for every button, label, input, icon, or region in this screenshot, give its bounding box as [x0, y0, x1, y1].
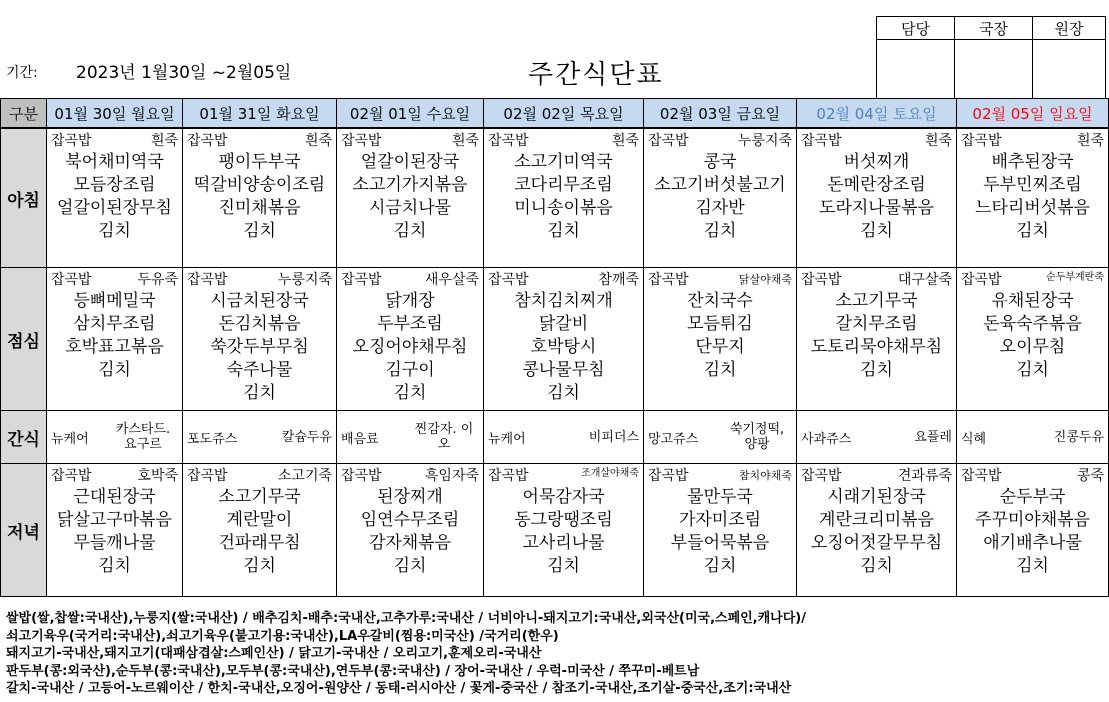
snack-item: 요플레	[914, 429, 952, 445]
breakfast-label: 아침	[1, 128, 47, 268]
snack-item: 칼슘두유	[281, 429, 332, 445]
menu-item: 두부민찌조림	[983, 175, 1082, 195]
snack-item: 카스타드. 요구르	[115, 422, 171, 452]
menu-item: 어묵감자국	[522, 487, 605, 507]
menu-item: 소고기무국	[835, 291, 918, 311]
menu-item: 돈육숙주볶음	[983, 314, 1082, 334]
menu-item: 고사리나물	[522, 533, 605, 553]
menu-item: 부들어묵볶음	[670, 533, 770, 553]
day-header-thu: 02월 02일 목요일	[484, 99, 644, 129]
breakfast-cell-mon	[47, 128, 183, 268]
menu-item: 김치	[547, 221, 580, 241]
menu-item: 두부조림	[377, 314, 443, 334]
menu-item: 오징어젓갈무무침	[810, 533, 943, 553]
porridge-label: 참깨죽	[598, 272, 639, 288]
menu-item: 김치	[703, 360, 737, 380]
menu-item: 김치	[98, 221, 131, 241]
menu-item: 김치	[243, 556, 276, 576]
menu-item: 김치	[393, 556, 427, 576]
menu-item: 도라지나물볶음	[819, 198, 934, 218]
rice-label: 잡곡밥	[801, 468, 842, 484]
menu-item: 모듬장조림	[73, 175, 156, 195]
menu-item: 김치	[98, 360, 131, 380]
origin-line: 판두부(콩:외국산),순두부(콩:국내산),모두부(콩:국내산),연두부(콩:국내산) / 장어-국내산 / 우럭-미국산 / 쭈꾸미-베트남	[6, 663, 700, 679]
porridge-label: 호박죽	[137, 468, 178, 484]
porridge-label: 참치야채죽	[738, 469, 792, 482]
menu-item: 돈김치볶음	[218, 314, 301, 334]
approval-head-label: 원장	[1033, 17, 1106, 40]
porridge-label: 흰죽	[304, 133, 332, 149]
origin-notes	[6, 610, 806, 698]
lunch-cell-tue	[183, 268, 337, 411]
menu-item: 북어채미역국	[65, 152, 164, 172]
menu-item: 근대된장국	[73, 487, 156, 507]
menu-item: 계란말이	[226, 510, 293, 530]
snack-cell-sun	[957, 411, 1109, 464]
snack-row	[1, 411, 1109, 464]
rice-label: 잡곡밥	[801, 133, 842, 149]
menu-item: 돈메란장조림	[827, 175, 926, 195]
menu-item: 미니송이볶음	[514, 198, 613, 218]
menu-item: 김구이	[385, 360, 435, 380]
weekly-menu-table	[0, 98, 1109, 597]
lunch-cell-thu	[484, 268, 644, 411]
menu-item: 소고기미역국	[514, 152, 613, 172]
breakfast-cell-sun	[957, 128, 1109, 268]
menu-item: 배추된장국	[991, 152, 1074, 172]
breakfast-cell-wed	[337, 128, 484, 268]
menu-item: 김치	[1016, 360, 1049, 380]
breakfast-cell-fri	[644, 128, 797, 268]
day-header-mon: 01월 30일 월요일	[47, 99, 183, 129]
menu-item: 소고기가지볶음	[352, 175, 468, 195]
dinner-cell-tue	[183, 464, 337, 597]
menu-item: 호박탕시	[530, 337, 597, 357]
snack-cell-fri	[644, 411, 797, 464]
snack-cell-mon	[47, 411, 183, 464]
menu-item: 건파래무침	[218, 533, 301, 553]
approval-staff-label: 담당	[877, 17, 955, 40]
lunch-cell-sat	[797, 268, 957, 411]
menu-item: 김치	[98, 556, 131, 576]
day-header-fri: 02월 03일 금요일	[644, 99, 797, 129]
menu-item: 팽이두부국	[218, 152, 301, 172]
lunch-row	[1, 268, 1109, 411]
day-header-wed: 02월 01일 수요일	[337, 99, 484, 129]
menu-item: 김치	[393, 221, 427, 241]
porridge-label: 견과류죽	[897, 468, 952, 484]
menu-item: 유채된장국	[991, 291, 1074, 311]
lunch-cell-mon	[47, 268, 183, 411]
rice-label: 잡곡밥	[341, 468, 382, 484]
breakfast-cell-tue	[183, 128, 337, 268]
origin-line: 돼지고기-국내산,돼지고기(대패삼겹살:스페인산) / 닭고기-국내산 / 오리고기,훈제오리-국내산	[6, 646, 542, 661]
dinner-cell-mon	[47, 464, 183, 597]
rice-label: 잡곡밥	[341, 272, 382, 288]
snack-label: 간식	[1, 411, 47, 464]
menu-item: 동그랑땡조림	[514, 510, 613, 530]
menu-item: 김치	[860, 221, 893, 241]
rice-label: 잡곡밥	[648, 133, 689, 149]
lunch-label: 점심	[1, 268, 47, 411]
menu-item: 떡갈비양송이조림	[193, 175, 326, 195]
dinner-cell-sun	[957, 464, 1109, 597]
snack-cell-tue	[183, 411, 337, 464]
menu-item: 진미채볶음	[218, 198, 301, 218]
day-header-sat: 02월 04일 토요일	[797, 99, 957, 129]
period-value: 2023년 1월30일 ~2월05일	[76, 63, 292, 83]
header-row	[1, 99, 1109, 129]
rice-label: 잡곡밥	[51, 133, 92, 149]
snack-item: 진콩두유	[1053, 429, 1104, 445]
menu-item: 얼갈이된장무침	[57, 198, 172, 218]
menu-item: 김치	[393, 383, 427, 403]
menu-item: 소고기버섯불고기	[654, 175, 786, 195]
rice-label: 잡곡밥	[961, 272, 1002, 288]
rice-label: 잡곡밥	[961, 468, 1002, 484]
menu-item: 김치	[1016, 556, 1049, 576]
menu-item: 참치김치찌개	[514, 291, 613, 311]
menu-item: 소고기무국	[218, 487, 301, 507]
menu-item: 김치	[547, 556, 580, 576]
dinner-cell-wed	[337, 464, 484, 597]
breakfast-cell-sat	[797, 128, 957, 268]
porridge-label: 흰죽	[150, 133, 178, 149]
porridge-label: 콩죽	[1076, 468, 1104, 484]
porridge-label: 닭살야채죽	[738, 273, 792, 286]
menu-item: 오징어야채무침	[352, 337, 468, 357]
snack-cell-sat	[797, 411, 957, 464]
rice-label: 잡곡밥	[488, 468, 529, 484]
lunch-cell-sun	[957, 268, 1109, 411]
dinner-cell-fri	[644, 464, 797, 597]
rice-label: 잡곡밥	[51, 468, 92, 484]
rice-label: 잡곡밥	[648, 468, 689, 484]
porridge-label: 누룽지죽	[277, 272, 332, 288]
rice-label: 잡곡밥	[488, 272, 529, 288]
day-header-sun: 02월 05일 일요일	[957, 99, 1109, 129]
snack-item: 배음료	[341, 431, 379, 447]
menu-item: 닭살고구마볶음	[57, 510, 172, 530]
menu-item: 시금치나물	[368, 198, 452, 218]
snack-item: 쑥기정떡, 양팡	[729, 422, 785, 452]
menu-item: 김치	[860, 556, 893, 576]
menu-item: 닭갈비	[538, 314, 589, 334]
menu-item: 김자반	[695, 198, 745, 218]
rice-label: 잡곡밥	[488, 133, 529, 149]
porridge-label: 누룽지죽	[737, 133, 792, 149]
menu-item: 김치	[1016, 221, 1049, 241]
breakfast-cell-thu	[484, 128, 644, 268]
menu-item: 느타리버섯볶음	[975, 198, 1090, 218]
menu-item: 숙주나물	[226, 360, 293, 380]
approval-director-label: 국장	[955, 17, 1033, 40]
menu-item: 시래기된장국	[827, 487, 926, 507]
menu-item: 오이무침	[999, 337, 1066, 357]
snack-item: 비피더스	[588, 429, 639, 445]
porridge-label: 대구살죽	[897, 272, 952, 288]
menu-item: 닭개장	[385, 291, 435, 311]
menu-item: 김치	[243, 383, 276, 403]
rice-label: 잡곡밥	[187, 272, 228, 288]
snack-item: 뉴케어	[488, 431, 526, 447]
rice-label: 잡곡밥	[961, 133, 1002, 149]
snack-item: 망고쥬스	[648, 431, 699, 447]
lunch-cell-wed	[337, 268, 484, 411]
menu-item: 무들깨나물	[73, 533, 156, 553]
menu-item: 단무지	[695, 337, 745, 357]
porridge-label: 새우살죽	[424, 272, 479, 288]
menu-item: 감자채볶음	[368, 533, 452, 553]
category-header: 구분	[1, 99, 47, 129]
porridge-label: 흰죽	[1076, 133, 1104, 149]
menu-item: 콩나물무침	[522, 360, 605, 380]
menu-item: 호박표고볶음	[65, 337, 164, 357]
menu-item: 물만두국	[687, 487, 753, 507]
snack-cell-thu	[484, 411, 644, 464]
porridge-label: 흰죽	[924, 133, 952, 149]
porridge-label: 두유죽	[137, 272, 178, 288]
menu-item: 김치	[243, 221, 276, 241]
rice-label: 잡곡밥	[801, 272, 842, 288]
day-header-tue: 01월 31일 화요일	[183, 99, 337, 129]
snack-item: 뉴케어	[51, 431, 89, 447]
menu-item: 계란크리미볶음	[819, 510, 934, 530]
menu-item: 가자미조림	[678, 510, 762, 530]
porridge-label: 조개살야채죽	[581, 468, 639, 479]
rice-label: 잡곡밥	[187, 133, 228, 149]
menu-item: 콩국	[703, 152, 737, 172]
menu-item: 모듬튀김	[687, 314, 753, 334]
dinner-cell-thu	[484, 464, 644, 597]
menu-item: 주꾸미야채볶음	[975, 510, 1090, 530]
rice-label: 잡곡밥	[648, 272, 689, 288]
snack-item: 찐감자. 이오	[414, 422, 474, 452]
dinner-label: 저녁	[1, 464, 47, 597]
menu-item: 된장찌개	[377, 487, 443, 507]
snack-item: 사과쥬스	[801, 431, 852, 447]
porridge-label: 흰죽	[611, 133, 639, 149]
menu-item: 김치	[703, 556, 737, 576]
menu-item: 김치	[547, 383, 580, 403]
dinner-cell-sat	[797, 464, 957, 597]
breakfast-row	[1, 128, 1109, 268]
porridge-label: 흰죽	[451, 133, 479, 149]
menu-item: 애기배추나물	[983, 533, 1082, 553]
origin-line: 갈치-국내산 / 고등어-노르웨이산 / 한치-국내산,오징어-원양산 / 동태-러시아산 / 꽃게-중국산 / 참조기-국내산,조기살-중국산,조기:국내산	[6, 681, 792, 696]
rice-label: 잡곡밥	[187, 468, 228, 484]
snack-cell-wed	[337, 411, 484, 464]
menu-item: 김치	[860, 360, 893, 380]
menu-item: 삼치무조림	[73, 314, 156, 334]
origin-line: 쌀밥(쌀,찹쌀:국내산),누룽지(쌀:국내산) / 배추김치-배추:국내산,고추가루:국내산 / 너비아니-돼지고기:국내산,외국산(미국,스페인,캐나다)/	[6, 611, 806, 626]
menu-item: 시금치된장국	[210, 291, 309, 311]
page-title: 주간식단표	[528, 60, 664, 90]
menu-item: 얼갈이된장국	[360, 152, 460, 172]
porridge-label: 순두부계란죽	[1046, 272, 1104, 283]
origin-line: 쇠고기육우(국거리:국내산),쇠고기육우(불고기용:국내산),LA우갈비(찜용:미국산) /국거리(한우)	[6, 628, 559, 644]
menu-item: 순두부국	[999, 487, 1066, 507]
menu-item: 김치	[703, 221, 737, 241]
rice-label: 잡곡밥	[341, 133, 382, 149]
dinner-row	[1, 464, 1109, 597]
porridge-label: 소고기죽	[277, 468, 332, 484]
snack-item: 식혜	[961, 431, 987, 447]
menu-item: 등뼈메밀국	[73, 291, 156, 311]
lunch-cell-fri	[644, 268, 797, 411]
menu-item: 도토리묵야채무침	[810, 337, 943, 357]
menu-item: 쑥갓두부무침	[210, 337, 309, 357]
rice-label: 잡곡밥	[51, 272, 92, 288]
menu-item: 임연수무조림	[360, 510, 460, 530]
menu-item: 코다리무조림	[514, 175, 613, 195]
menu-item: 갈치무조림	[835, 314, 918, 334]
snack-item: 포도쥬스	[187, 431, 238, 447]
period-label: 기간:	[6, 65, 38, 81]
menu-item: 잔치국수	[687, 291, 753, 311]
menu-item: 버섯찌개	[843, 152, 910, 172]
porridge-label: 흑임자죽	[424, 468, 479, 484]
